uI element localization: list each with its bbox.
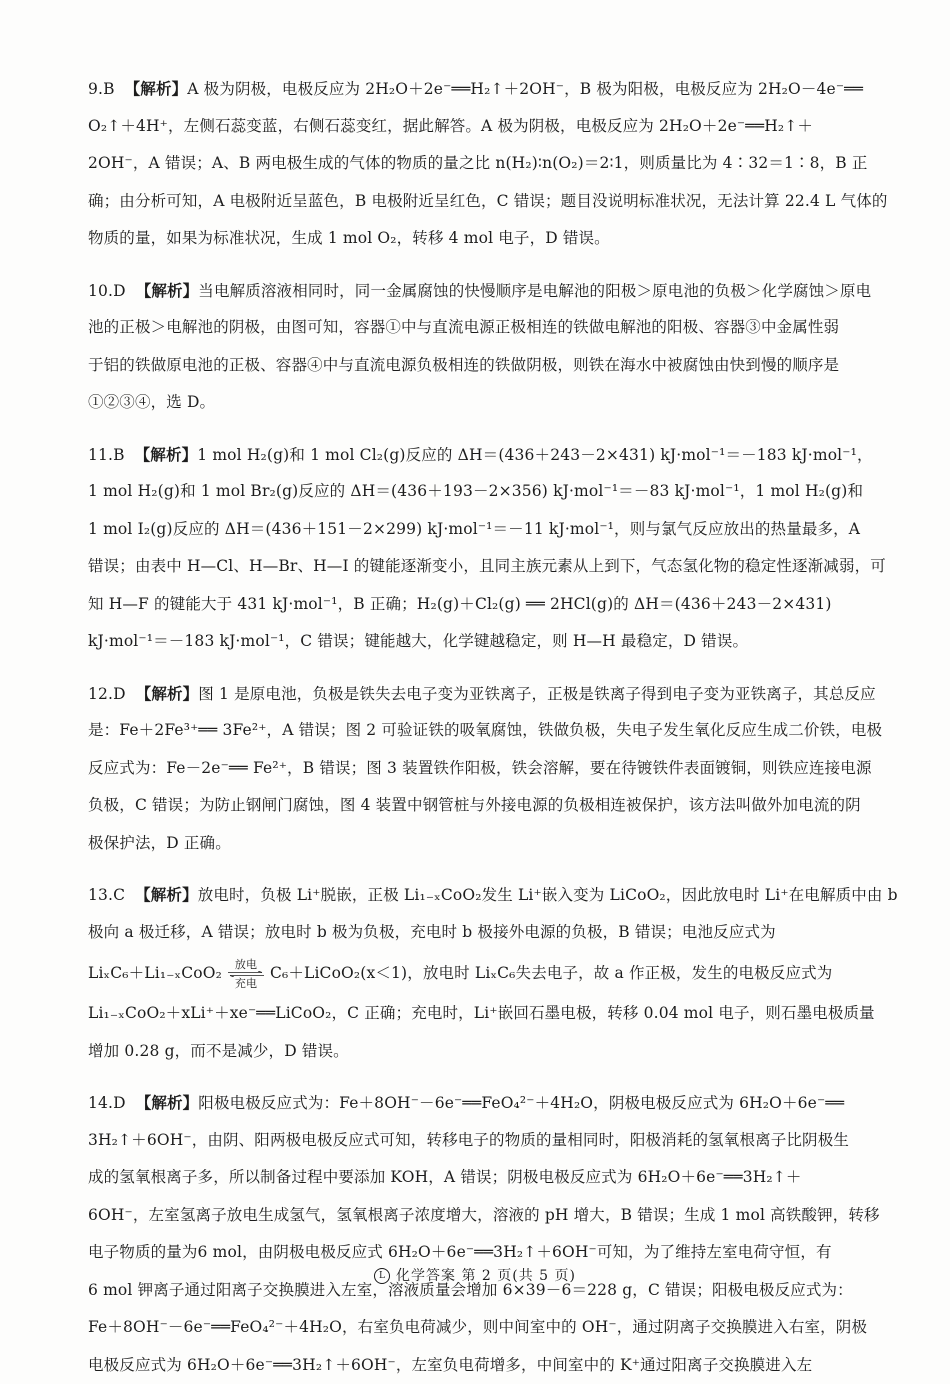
text-line: 于铝的铁做原电池的正极、容器④中与直流电源负极相连的铁做阴极，则铁在海水中被腐蚀由快到慢的顺序是 xyxy=(88,347,870,385)
text-line: A 极为阴极，电极反应为 2H₂O＋2e⁻══H₂↑＋2OH⁻，B 极为阳极，电极反应为 2H₂O－4e⁻══ xyxy=(187,80,863,98)
text-line: 增加 0.28 g，而不是减少，D 错误。 xyxy=(88,1033,870,1071)
answer-item-9 xyxy=(88,70,870,258)
text-line: 6 mol 钾离子通过阳离子交换膜进入左室，溶液质量会增加 6×39－6＝228 g，C 错误；阳极电极反应式为： xyxy=(88,1272,870,1310)
footer-text: 化学答案 第 2 页(共 5 页) xyxy=(396,1268,576,1284)
text-line: 负极，C 错误；为防止钢闸门腐蚀，图 4 装置中钢管桩与外接电源的负极相连被保护，该方法叫做外加电流的阴 xyxy=(88,787,870,825)
text-line: Fe＋8OH⁻－6e⁻══FeO₄²⁻＋4H₂O，右室负电荷减少，则中间室中的 OH⁻，通过阴离子交换膜进入右室，阴极 xyxy=(88,1309,870,1347)
analysis-tag: 【解析】 xyxy=(125,79,188,98)
text-line: 错误；由表中 H—Cl、H—Br、H—I 的键能逐渐变小，且同主族元素从上到下，气态氢化物的稳定性逐渐减弱，可 xyxy=(88,548,870,586)
text-line: 是：Fe＋2Fe³⁺══ 3Fe²⁺，A 错误；图 2 可验证铁的吸氧腐蚀，铁做负极，失电子发生氧化反应生成二价铁，电极 xyxy=(88,712,870,750)
text-line: 3H₂↑＋6OH⁻，由阴、阳两极电极反应式可知，转移电子的物质的量相同时，阳极消耗的氢氧根离子比阴极生 xyxy=(88,1122,870,1160)
text-line: 2OH⁻，A 错误；A、B 两电极生成的气体的物质的量之比 n(H₂)∶n(O₂)＝2∶1，则质量比为 4∶32＝1∶8，B 正 xyxy=(88,145,870,183)
text-line: 阳极电极反应式为：Fe＋8OH⁻－6e⁻══FeO₄²⁻＋4H₂O，阴极电极反应式为 6H₂O＋6e⁻══ xyxy=(198,1094,844,1112)
text-line: kJ·mol⁻¹＝－183 kJ·mol⁻¹，C 错误；键能越大，化学键越稳定，则 H—H 最稳定，D 错误。 xyxy=(88,623,870,661)
text-line: 1 mol H₂(g)和 1 mol Br₂(g)反应的 ΔH＝(436＋193－2×356) kJ·mol⁻¹＝－83 kJ·mol⁻¹，1 mol H₂(g)和 xyxy=(88,473,870,511)
analysis-tag: 【解析】 xyxy=(135,885,198,904)
equation-line xyxy=(88,951,870,995)
reversible-arrow xyxy=(224,959,268,989)
text-line: 极向 a 极迁移，A 错误；放电时 b 极为负极，充电时 b 极接外电源的负极，B 错误；电池反应式为 xyxy=(88,914,870,952)
answer-item-11 xyxy=(88,436,870,661)
item-number: 13.C xyxy=(88,886,125,904)
answer-item-12 xyxy=(88,675,870,863)
analysis-tag: 【解析】 xyxy=(136,281,199,300)
text-line: 知 H—F 的键能大于 431 kJ·mol⁻¹，B 正确；H₂(g)＋Cl₂(g) ══ 2HCl(g)的 ΔH＝(436＋243－2×431) xyxy=(88,586,870,624)
answer-item-10 xyxy=(88,272,870,422)
item-number: 12.D xyxy=(88,685,126,703)
equation-right: C₆＋LiCoO₂(x＜1)，放电时 LiₓC₆失去电子，故 a 作正极，发生的电极反应式为 xyxy=(270,964,832,982)
text-line: 1 mol H₂(g)和 1 mol Cl₂(g)反应的 ΔH＝(436＋243－2×431) kJ·mol⁻¹＝－183 kJ·mol⁻¹， xyxy=(197,446,872,464)
arrow-label-charge: 充电 xyxy=(224,978,268,989)
equation-left: LiₓC₆＋Li₁₋ₓCoO₂ xyxy=(88,964,222,982)
text-line: Li₁₋ₓCoO₂＋xLi⁺＋xe⁻══LiCoO₂，C 正确；充电时，Li⁺嵌回石墨电极，转移 0.04 mol 电子，则石墨电极质量 xyxy=(88,995,870,1033)
text-line: 池的正极＞电解池的阴极，由图可知，容器①中与直流电源正极相连的铁做电解池的阳极、容器③中金属性弱 xyxy=(88,309,870,347)
text-line: 物质的量，如果为标准状况，生成 1 mol O₂，转移 4 mol 电子，D 错误。 xyxy=(88,220,870,258)
item-number: 14.D xyxy=(88,1094,126,1112)
text-line: 极保护法，D 正确。 xyxy=(88,825,870,863)
item-number: 9.B xyxy=(88,80,115,98)
analysis-tag: 【解析】 xyxy=(136,684,199,703)
circled-l-logo-icon: L xyxy=(374,1268,390,1284)
text-line: 成的氢氧根离子多，所以制备过程中要添加 KOH，A 错误；阴极电极反应式为 6H₂O＋6e⁻══3H₂↑＋ xyxy=(88,1159,870,1197)
text-line: 1 mol I₂(g)反应的 ΔH＝(436＋151－2×299) kJ·mol⁻¹＝－11 kJ·mol⁻¹，则与氯气反应放出的热量最多，A xyxy=(88,511,870,549)
page-footer xyxy=(0,1265,950,1285)
answer-item-13 xyxy=(88,876,870,1070)
text-line: O₂↑＋4H⁺，左侧石蕊变蓝，右侧石蕊变红，据此解答。A 极为阴极，电极反应为 2H₂O＋2e⁻══H₂↑＋ xyxy=(88,108,870,146)
text-line: 确；由分析可知，A 电极附近呈蓝色，B 电极附近呈红色，C 错误；题目没说明标准状况，无法计算 22.4 L 气体的 xyxy=(88,183,870,221)
text-line: 当电解质溶液相同时，同一金属腐蚀的快慢顺序是电解池的阳极＞原电池的负极＞化学腐蚀＞原电 xyxy=(198,282,871,300)
answer-item-14 xyxy=(88,1084,870,1384)
text-line: ①②③④，选 D。 xyxy=(88,384,870,422)
item-number: 10.D xyxy=(88,282,126,300)
text-line: 电极反应式为 6H₂O＋6e⁻══3H₂↑＋6OH⁻，左室负电荷增多，中间室中的 K⁺通过阳离子交换膜进入左 xyxy=(88,1347,870,1384)
analysis-tag: 【解析】 xyxy=(136,1093,199,1112)
arrow-label-discharge: 放电 xyxy=(224,959,268,970)
analysis-tag: 【解析】 xyxy=(135,445,198,464)
text-line: 反应式为：Fe－2e⁻══ Fe²⁺，B 错误；图 3 装置铁作阳极，铁会溶解，要在待镀铁件表面镀铜，则铁应连接电源 xyxy=(88,750,870,788)
text-line: 6OH⁻，左室氢离子放电生成氢气，氢氧根离子浓度增大，溶液的 pH 增大，B 错误；生成 1 mol 高铁酸钾，转移 xyxy=(88,1197,870,1235)
text-line: 电子物质的量为6 mol，由阴极电极反应式 6H₂O＋6e⁻══3H₂↑＋6OH⁻可知，为了维持左室电荷守恒，有 xyxy=(88,1234,870,1272)
text-line: 放电时，负极 Li⁺脱嵌，正极 Li₁₋ₓCoO₂发生 Li⁺嵌入变为 LiCoO₂，因此放电时 Li⁺在电解质中由 b xyxy=(198,886,898,904)
item-number: 11.B xyxy=(88,446,125,464)
text-line: 图 1 是原电池，负极是铁失去电子变为亚铁离子，正极是铁离子得到电子变为亚铁离子，其总反应 xyxy=(198,685,875,703)
